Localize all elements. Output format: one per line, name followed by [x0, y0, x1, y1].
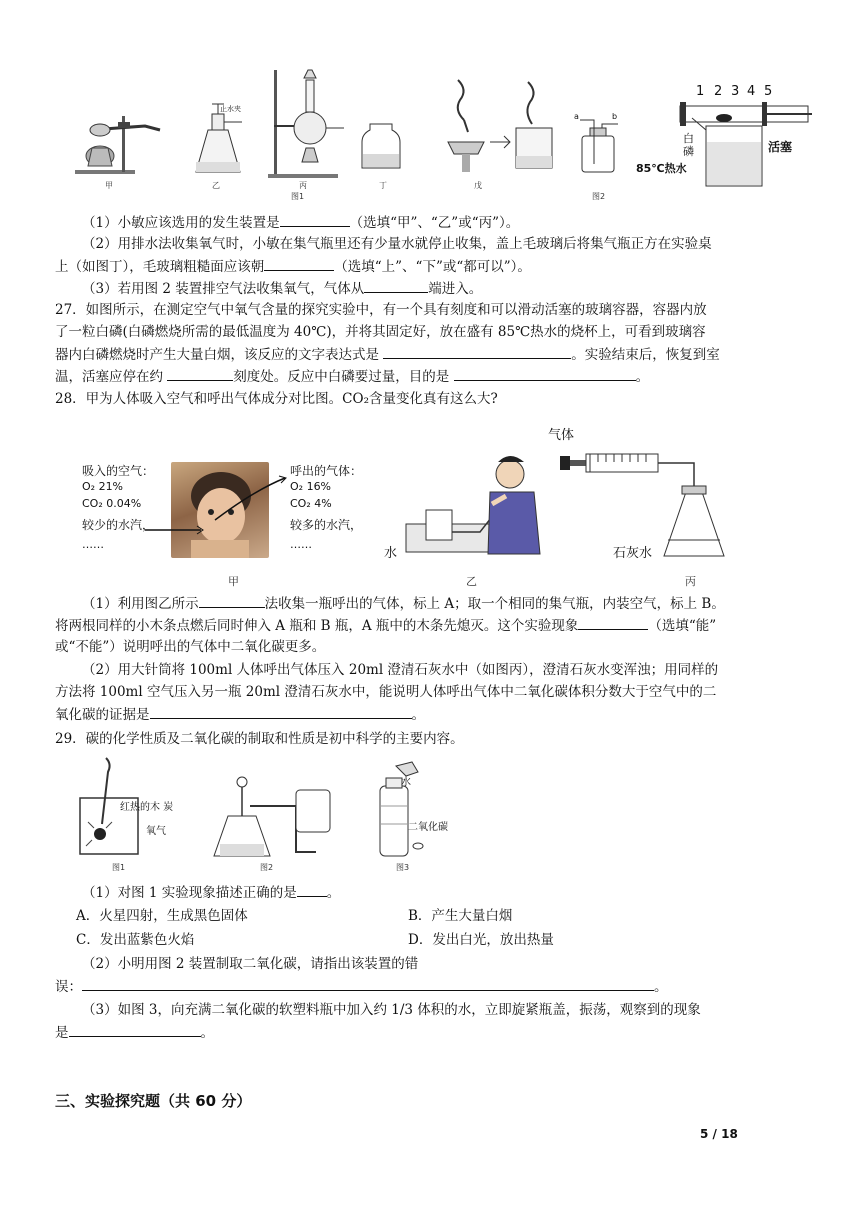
caption-fig2: 图2	[592, 192, 606, 201]
caption-jia: 甲	[105, 181, 113, 190]
exhale-more: ……	[290, 538, 312, 551]
q29-option-b[interactable]: B．产生大量白烟	[408, 908, 513, 924]
exhale-co2: CO₂ 4%	[290, 497, 332, 510]
q29-option-a[interactable]: A．火星四射，生成黑色固体	[76, 908, 248, 924]
scale-2: 2	[714, 84, 723, 99]
caption-yi: 乙	[212, 181, 220, 190]
q29-part2-line2: 误： 。	[55, 976, 668, 997]
q29-blank3[interactable]	[69, 1022, 201, 1037]
q27-line1: 27．如图所示，在测定空气中氧气含量的探究实验中，有一个具有刻度和可以滑动活塞的玻璃容器，容器内放	[55, 302, 707, 318]
hot-water-label: 85℃热水	[636, 162, 687, 175]
water-trough-setup	[402, 444, 542, 562]
inhale-vapor: 较少的水汽，	[82, 518, 155, 532]
inhale-more: ……	[82, 538, 104, 551]
q27-blank3[interactable]	[454, 366, 636, 381]
q28-part1-line2: 将两根同样的小木条点燃后同时伸入 A 瓶和 B 瓶，A 瓶中的木条先熄灭。这个实验现象 （选填“能”	[55, 615, 716, 636]
q27-line4: 温，活塞应停在约 刻度处。反应中白磷要过量，目的是 。	[55, 366, 649, 387]
apparatus-ding	[360, 122, 402, 170]
q26-part2-line1: （2）用排水法收集氧气时，小敏在集气瓶里还有少量水就停止收集，盖上毛玻璃后将集气瓶正方在实验桌	[82, 236, 712, 252]
oxygen-label: 氧气	[146, 826, 166, 837]
q28-blank3[interactable]	[150, 704, 412, 719]
arrows	[145, 470, 295, 540]
scale-3: 3	[731, 84, 740, 99]
piston-label: 活塞	[768, 140, 793, 154]
q29-part1: （1）对图 1 实验现象描述正确的是 。	[82, 882, 340, 903]
q26-blank2[interactable]	[264, 256, 334, 271]
scale-5: 5	[764, 84, 773, 99]
q29-option-d[interactable]: D．发出白光，放出热量	[408, 932, 554, 948]
q29-part3-line2: 是 。	[55, 1022, 214, 1043]
caption-q28-jia: 甲	[228, 575, 239, 588]
q29-fig3	[366, 762, 426, 862]
q29-part3-line1: （3）如图 3，向充满二氧化碳的软塑料瓶中加入约 1/3 体积的水，立即旋紧瓶盖，振荡，观察到的现象	[82, 1002, 701, 1018]
q27-blank1[interactable]	[383, 344, 571, 359]
inhale-o2: O₂ 21%	[82, 480, 124, 493]
q29-line1: 29．碳的化学性质及二氧化碳的制取和性质是初中科学的主要内容。	[55, 731, 464, 747]
q27-line3: 器内白磷燃烧时产生大量白烟，该反应的文字表达式是 。实验结束后，恢复到室	[55, 344, 720, 365]
section-3-heading: 三、实验探究题（共 60 分）	[55, 1092, 252, 1110]
q27-line2: 了一粒白磷(白磷燃烧所需的最低温度为 40℃)，并将其固定好，放在盛有 85℃热水的烧杯上，可看到玻璃容	[55, 324, 706, 340]
caption-q29-fig1: 图1	[112, 863, 126, 872]
q28-part1-line1: （1）利用图乙所示 法收集一瓶呼出的气体，标上 A；取一个相同的集气瓶，内装空气，标上 B。	[82, 593, 725, 614]
q28-part1-line3: 或“不能”）说明呼出的气体中二氧化碳更多。	[55, 639, 326, 655]
clamp-label: 止水夹	[220, 105, 241, 113]
q29-part2-line1: （2）小明用图 2 装置制取二氧化碳，请指出该装置的错	[82, 956, 419, 972]
charcoal-label: 红热的木 炭	[120, 802, 174, 813]
caption-q29-fig2: 图2	[260, 863, 274, 872]
q26-part1: （1）小敏应该选用的发生装置是 （选填“甲”、“乙”或“丙”）。	[82, 212, 519, 233]
apparatus-wu	[428, 80, 568, 176]
caption-fig1: 图1	[291, 192, 305, 201]
caption-q28-yi: 乙	[466, 575, 477, 588]
caption-wu: 戊	[474, 181, 482, 190]
q26-part2-line2: 上（如图丁），毛玻璃粗糙面应该朝 （选填“上”、“下”或“都可以”）。	[55, 256, 531, 277]
caption-bing: 丙	[299, 181, 307, 190]
scale-4: 4	[747, 84, 756, 99]
port-a-label: a	[574, 112, 579, 121]
caption-q28-bing: 丙	[685, 575, 696, 588]
caption-ding: 丁	[379, 181, 387, 190]
gas-label: 气体	[548, 428, 575, 443]
exhale-o2: O₂ 16%	[290, 480, 332, 493]
inhale-title: 吸入的空气：	[82, 464, 155, 478]
exhale-title: 呼出的气体：	[290, 464, 363, 478]
water-label: 水	[384, 546, 398, 561]
q28-part2-line1: （2）用大针筒将 100ml 人体呼出气体压入 20ml 澄清石灰水中（如图丙），澄清石灰水变浑浊；用同样的	[82, 662, 719, 678]
q29-water-label: 水	[401, 777, 411, 788]
apparatus-jia	[70, 108, 180, 178]
caption-q29-fig3: 图3	[396, 863, 410, 872]
scale-1: 1	[696, 84, 705, 99]
white-phosphorus-label: 白 磷	[683, 132, 694, 158]
q28-line1: 28．甲为人体吸入空气和呼出气体成分对比图。CO₂含量变化真有这么大?	[55, 391, 498, 407]
q28-part2-line3: 氧化碳的证据是 。	[55, 704, 425, 725]
exhale-vapor: 较多的水汽，	[290, 518, 363, 532]
port-b-label: b	[612, 112, 618, 121]
q29-option-c[interactable]: C．发出蓝紫色火焰	[76, 932, 195, 948]
q29-blank1[interactable]	[297, 882, 327, 897]
page-number: 5 / 18	[700, 1127, 738, 1141]
q27-blank2[interactable]	[167, 366, 233, 381]
q29-blank2[interactable]	[82, 976, 654, 991]
q28-blank1[interactable]	[199, 593, 265, 608]
q28-blank2[interactable]	[578, 615, 648, 630]
q29-co2-label: 二氧化碳	[408, 822, 448, 833]
inhale-co2: CO₂ 0.04%	[82, 497, 142, 510]
apparatus-bing	[268, 66, 348, 182]
q29-fig2	[212, 776, 336, 860]
q26-part3: （3）若用图 2 装置排空气法收集氧气，气体从 端进入。	[82, 278, 482, 299]
q26-blank1[interactable]	[280, 212, 350, 227]
limewater-label: 石灰水	[613, 546, 653, 561]
q26-blank3[interactable]	[364, 278, 428, 293]
q28-part2-line2: 方法将 100ml 空气压入另一瓶 20ml 澄清石灰水中，能说明人体呼出气体中二氧化碳体积分数大于空气中的二	[55, 684, 717, 700]
apparatus-fig2	[576, 118, 622, 174]
